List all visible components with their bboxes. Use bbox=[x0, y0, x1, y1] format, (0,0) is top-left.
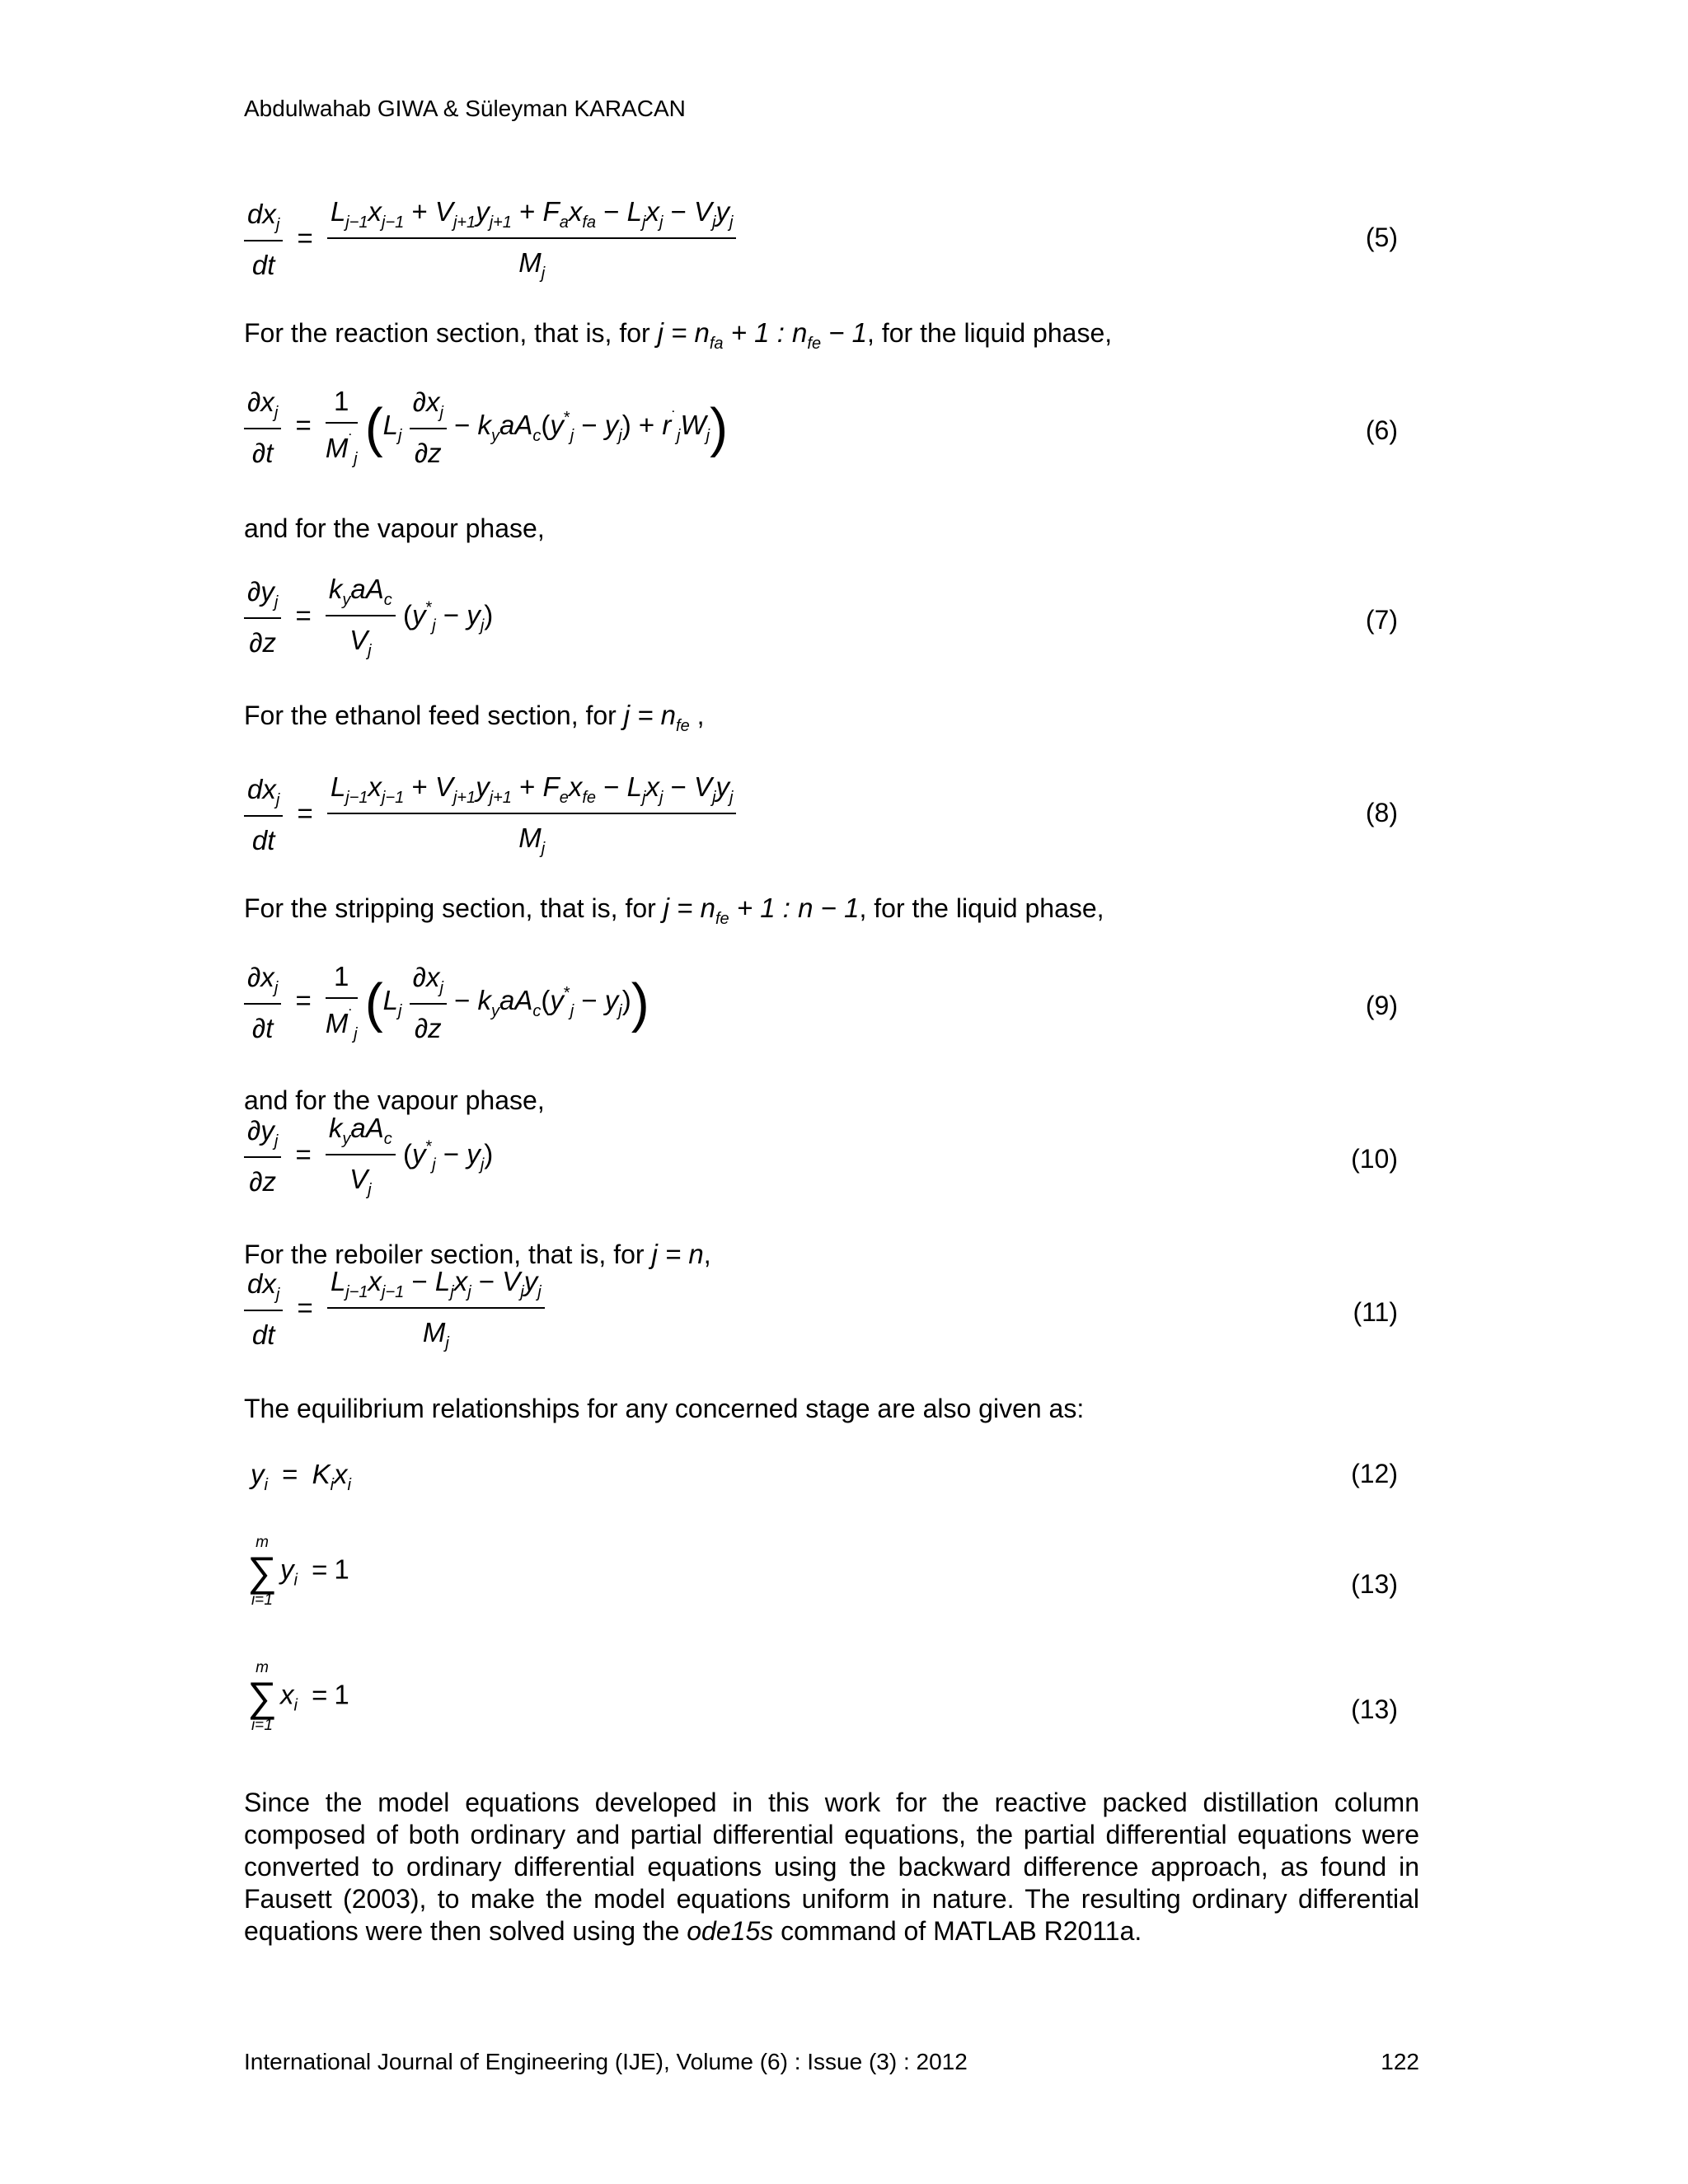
equation-6: $\frac{\partial x_j}{\partial t}$ = $\frac{1}{M^˙_j}$ ($L_j$ $\frac{\partial x_j}{\partial z}$ − $k_yaA_c(y^*_j - y_j) + r^˙_jW_j$) (6) bbox=[244, 381, 1398, 488]
equation-12: $y_i = K_ix_i$ (12) bbox=[251, 1459, 1398, 1494]
equation-7: $\frac{\partial y_j}{\partial z}$ = $\frac{k_yaA_c}{V_j}$ $(y^*_j - y_j)$ (7) bbox=[244, 574, 1398, 681]
equation-number: (5) bbox=[1365, 223, 1398, 252]
equation-5: $\frac{dx_j}{dt}$ = $\frac{L_{j-1}x_{j-1} + V_{j+1}y_{j+1} + F_ax_{fa} - L_jx_j - V_jy_j}{M_j}$ (5) bbox=[244, 191, 1398, 298]
equation-number: (13) bbox=[1351, 1569, 1398, 1599]
equation-number: (11) bbox=[1353, 1297, 1398, 1327]
paragraph-vapour-phase: and for the vapour phase, bbox=[244, 513, 545, 543]
equation-number: (12) bbox=[1351, 1459, 1398, 1488]
equation-number: (7) bbox=[1365, 605, 1398, 635]
paragraph-stripping-section: For the stripping section, that is, for $j = n_{fe} + 1$ : n − 1, for the liquid phase, bbox=[244, 893, 1104, 928]
equation-10: $\frac{\partial y_j}{\partial z}$ = $\frac{k_yaA_c}{V_j}$ $(y^*_j - y_j)$ (10) bbox=[244, 1113, 1398, 1220]
paragraph-closing: Since the model equations developed in this work for the reactive packed distillation column composed of both ordinary and partial differential equations, the partial differential equations were converted to ordinary differential equations using the backward difference approach, as found in Fausett (2003), to make the model equations uniform in nature. The resulting ordinary differential equations were then solved using the ode15s command of MATLAB R2011a. bbox=[244, 1788, 1419, 1946]
running-head-authors: Abdulwahab GIWA & Süleyman KARACAN bbox=[244, 96, 686, 121]
page-footer bbox=[244, 2049, 1419, 2075]
paragraph-reboiler-section: For the reboiler section, that is, for j = n, bbox=[244, 1239, 711, 1269]
footer-journal: International Journal of Engineering (IJE), Volume (6) : Issue (3) : 2012 bbox=[244, 2049, 968, 2074]
equation-number: (13) bbox=[1351, 1694, 1398, 1724]
paragraph-ethanol-feed: For the ethanol feed section, for $j = n_{fe}$ , bbox=[244, 700, 705, 735]
equation-13-x: m ∑ i=1 $x_i = 1$ (13) bbox=[247, 1659, 1398, 1734]
equation-11: $\frac{dx_j}{dt}$ = $\frac{L_{j-1}x_{j-1} - L_jx_j - V_jy_j}{M_j}$ (11) bbox=[244, 1266, 1398, 1373]
equation-13-y: m ∑ i=1 $y_i = 1$ (13) bbox=[247, 1534, 1398, 1609]
paragraph-equilibrium: The equilibrium relationships for any concerned stage are also given as: bbox=[244, 1394, 1085, 1423]
equation-number: (6) bbox=[1365, 415, 1398, 445]
equation-9: $\frac{\partial x_j}{\partial t}$ = $\frac{1}{M^˙_j}$ ($L_j$ $\frac{\partial x_j}{\partial z}$ − $k_yaA_c(y^*_j - y_j)$) (9) bbox=[244, 956, 1398, 1063]
paragraph-vapour-phase-2: and for the vapour phase, bbox=[244, 1085, 545, 1115]
equation-8: $\frac{dx_j}{dt}$ = $\frac{L_{j-1}x_{j-1} + V_{j+1}y_{j+1} + F_ex_{fe} - L_jx_j - V_jy_j}{M_j}$ (8) bbox=[244, 766, 1398, 874]
equation-number: (8) bbox=[1365, 798, 1398, 827]
equation-number: (10) bbox=[1351, 1144, 1398, 1174]
equation-number: (9) bbox=[1365, 991, 1398, 1020]
paragraph-reaction-section: For the reaction section, that is, for $j = n_{fa} + 1$ : $n_{fe} - 1$, for the liquid phase, bbox=[244, 317, 1113, 353]
page-number: 122 bbox=[1381, 2049, 1419, 2074]
